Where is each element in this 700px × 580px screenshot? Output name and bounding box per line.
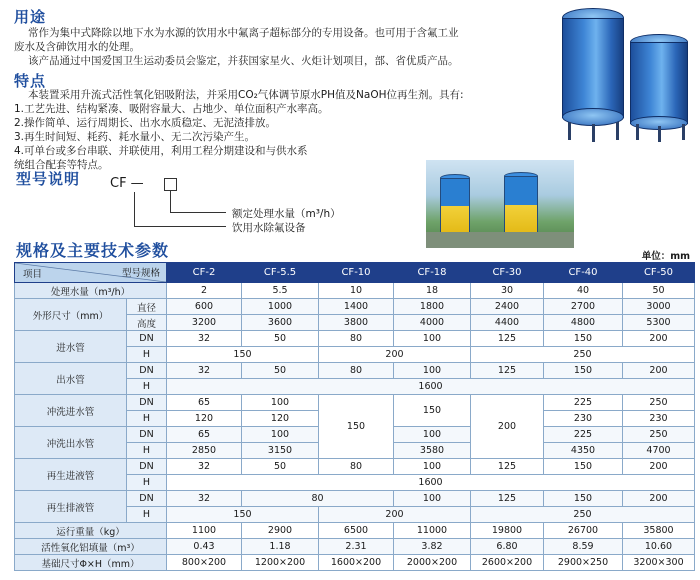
sub-label: DN: [127, 427, 167, 443]
features-heading: 特点: [14, 72, 47, 90]
model-line: [170, 212, 226, 213]
table-cell: 1600: [167, 475, 695, 491]
table-cell: 5.5: [242, 283, 319, 299]
table-cell: 200: [623, 363, 695, 379]
table-cell: 5300: [623, 315, 695, 331]
table-cell: 600: [167, 299, 242, 315]
table-cell: 35800: [623, 523, 695, 539]
model-header: CF-10: [319, 263, 394, 283]
table-cell: 150: [167, 347, 319, 363]
model-line: [134, 192, 135, 226]
table-cell: 11000: [394, 523, 471, 539]
table-cell: 26700: [544, 523, 623, 539]
row-label: 冲洗出水管: [15, 427, 127, 459]
table-cell: 50: [242, 363, 319, 379]
sub-label: H: [127, 347, 167, 363]
tank-illustration: [548, 4, 698, 142]
table-cell: 8.59: [544, 539, 623, 555]
table-cell: 1400: [319, 299, 394, 315]
table-cell: 4700: [623, 443, 695, 459]
table-cell: 2000×200: [394, 555, 471, 571]
table-cell: 3800: [319, 315, 394, 331]
table-cell: 125: [471, 491, 544, 507]
table-row: [15, 395, 695, 411]
model-rated-label: 额定处理水量（m³/h）: [232, 208, 341, 220]
table-cell: 125: [471, 459, 544, 475]
table-cell: 4800: [544, 315, 623, 331]
specs-table: [14, 262, 695, 571]
table-cell: 125: [471, 331, 544, 347]
sub-label: H: [127, 507, 167, 523]
table-cell: 100: [394, 331, 471, 347]
table-cell: 100: [242, 427, 319, 443]
table-cell: 80: [319, 331, 394, 347]
features-line: 1.工艺先进、结构紧凑、吸附容量大、占地少、单位面积产水率高。: [14, 103, 329, 115]
table-cell: 4350: [544, 443, 623, 459]
table-cell: 200: [623, 491, 695, 507]
model-header: CF-2: [167, 263, 242, 283]
table-cell: 100: [394, 427, 471, 443]
table-cell: 6500: [319, 523, 394, 539]
table-cell: 32: [167, 459, 242, 475]
table-row: [15, 331, 695, 347]
row-label: 再生进液管: [15, 459, 127, 491]
table-cell: 2900×250: [544, 555, 623, 571]
table-cell: 230: [623, 411, 695, 427]
table-cell: 150: [544, 331, 623, 347]
table-cell: 32: [167, 331, 242, 347]
table-cell: 250: [471, 347, 695, 363]
table-cell: 125: [471, 363, 544, 379]
row-label: 出水管: [15, 363, 127, 395]
model-code-box: [164, 178, 177, 191]
table-cell: 3000: [623, 299, 695, 315]
table-cell: 50: [623, 283, 695, 299]
corner-bottom-label: 项目: [23, 269, 43, 280]
table-row: [15, 283, 695, 299]
features-line: 统组合配套等特点。: [14, 159, 109, 171]
table-cell: 1800: [394, 299, 471, 315]
table-cell: 225: [544, 395, 623, 411]
model-header: CF-50: [623, 263, 695, 283]
specs-heading: 规格及主要技术参数: [16, 241, 170, 260]
table-cell: 200: [623, 459, 695, 475]
table-header-row: [15, 263, 695, 283]
table-cell: 200: [319, 507, 471, 523]
table-cell: 80: [319, 459, 394, 475]
table-cell: 150: [167, 507, 319, 523]
installation-photo: [426, 160, 574, 248]
table-cell: 1600: [167, 379, 695, 395]
table-cell: 100: [394, 459, 471, 475]
usage-line: 废水及含砷饮用水的处理。: [14, 41, 140, 53]
table-cell: 1600×200: [319, 555, 394, 571]
table-cell: 4000: [394, 315, 471, 331]
table-row: [15, 555, 695, 571]
model-header: CF-30: [471, 263, 544, 283]
corner-top-label: 型号规格: [121, 268, 160, 279]
table-cell: 2900: [242, 523, 319, 539]
table-cell: 1200×200: [242, 555, 319, 571]
table-cell: 250: [623, 395, 695, 411]
table-row: [15, 363, 695, 379]
sub-label: H: [127, 379, 167, 395]
usage-text: [14, 26, 459, 68]
sub-label: 直径: [127, 299, 167, 315]
model-header: CF-5.5: [242, 263, 319, 283]
model-device-label: 饮用水除氟设备: [232, 222, 306, 234]
table-row: [15, 523, 695, 539]
sub-label: DN: [127, 363, 167, 379]
row-label: 运行重量（kg）: [15, 523, 167, 539]
table-cell: 65: [167, 395, 242, 411]
corner-cell: [15, 263, 167, 283]
table-cell: 250: [623, 427, 695, 443]
table-cell: 3600: [242, 315, 319, 331]
row-label: 冲洗进水管: [15, 395, 127, 427]
row-label: 进水管: [15, 331, 127, 363]
model-line: [134, 226, 226, 227]
table-cell: 19800: [471, 523, 544, 539]
table-cell: 225: [544, 427, 623, 443]
table-row: [15, 459, 695, 475]
table-row: [15, 299, 695, 315]
table-cell: 2.31: [319, 539, 394, 555]
table-cell: 120: [242, 411, 319, 427]
table-cell: 100: [394, 491, 471, 507]
table-cell: 800×200: [167, 555, 242, 571]
table-cell: 2: [167, 283, 242, 299]
table-cell: 40: [544, 283, 623, 299]
model-header: CF-40: [544, 263, 623, 283]
table-cell: 2850: [167, 443, 242, 459]
table-cell: 3.82: [394, 539, 471, 555]
table-cell: 230: [544, 411, 623, 427]
table-cell: 1.18: [242, 539, 319, 555]
table-cell: 150: [394, 395, 471, 427]
row-label: 外形尺寸（mm）: [15, 299, 127, 331]
usage-line: 该产品通过中国爱国卫生运动委员会鉴定，并获国家星火、火炬计划项目，部、省优质产品。: [28, 55, 459, 67]
table-cell: 32: [167, 491, 242, 507]
features-text: [14, 88, 464, 172]
table-cell: 200: [319, 347, 471, 363]
sub-label: H: [127, 411, 167, 427]
table-cell: 10.60: [623, 539, 695, 555]
table-cell: 150: [544, 459, 623, 475]
model-code: CF —: [110, 176, 144, 191]
table-cell: 100: [242, 395, 319, 411]
table-cell: 250: [471, 507, 695, 523]
sub-label: H: [127, 443, 167, 459]
table-cell: 50: [242, 331, 319, 347]
table-cell: 150: [544, 363, 623, 379]
sub-label: DN: [127, 491, 167, 507]
row-label: 基础尺寸Φ×H（mm）: [15, 555, 167, 571]
table-cell: 65: [167, 427, 242, 443]
table-row: [15, 539, 695, 555]
table-cell: 30: [471, 283, 544, 299]
sub-label: DN: [127, 395, 167, 411]
features-line: 2.操作简单、运行周期长、出水水质稳定、无泥渣排放。: [14, 117, 277, 129]
table-cell: 2600×200: [471, 555, 544, 571]
row-label: 活性氧化铝填量（m³）: [15, 539, 167, 555]
table-cell: 100: [394, 363, 471, 379]
model-header: CF-18: [394, 263, 471, 283]
model-heading: 型号说明: [16, 170, 81, 188]
row-label: 处理水量（m³/h）: [15, 283, 167, 299]
model-line: [170, 191, 171, 212]
usage-heading: 用途: [14, 8, 47, 26]
table-row: [15, 491, 695, 507]
table-cell: 200: [471, 395, 544, 459]
features-line: 3.再生时间短、耗药、耗水量小、无二次污染产生。: [14, 131, 256, 143]
table-cell: 18: [394, 283, 471, 299]
table-cell: 150: [544, 491, 623, 507]
table-cell: 50: [242, 459, 319, 475]
table-cell: 1100: [167, 523, 242, 539]
table-cell: 32: [167, 363, 242, 379]
sub-label: 高度: [127, 315, 167, 331]
features-line: 4.可单台或多台串联、并联使用，利用工程分期建设和与供水系: [14, 145, 308, 157]
table-cell: 150: [319, 395, 394, 459]
table-cell: 10: [319, 283, 394, 299]
table-cell: 200: [623, 331, 695, 347]
table-cell: 80: [242, 491, 394, 507]
table-cell: 4400: [471, 315, 544, 331]
specs-unit: 单位：mm: [641, 251, 690, 262]
table-cell: 3150: [242, 443, 319, 459]
table-cell: 0.43: [167, 539, 242, 555]
table-cell: 120: [167, 411, 242, 427]
sub-label: DN: [127, 331, 167, 347]
sub-label: H: [127, 475, 167, 491]
table-cell: 6.80: [471, 539, 544, 555]
table-cell: 3200×300: [623, 555, 695, 571]
table-cell: 3200: [167, 315, 242, 331]
table-cell: 1000: [242, 299, 319, 315]
usage-line: 常作为集中式降除以地下水为水源的饮用水中氟离子超标部分的专用设备。也可用于含氟工业: [28, 27, 459, 39]
sub-label: DN: [127, 459, 167, 475]
table-cell: 3580: [394, 443, 471, 459]
features-line: 本装置采用升流式活性氧化铝吸附法，并采用CO₂气体调节原水PH值及NaOH位再生剂。具有:: [28, 89, 464, 101]
row-label: 再生排液管: [15, 491, 127, 523]
table-cell: 2700: [544, 299, 623, 315]
table-cell: 2400: [471, 299, 544, 315]
table-cell: 80: [319, 363, 394, 379]
